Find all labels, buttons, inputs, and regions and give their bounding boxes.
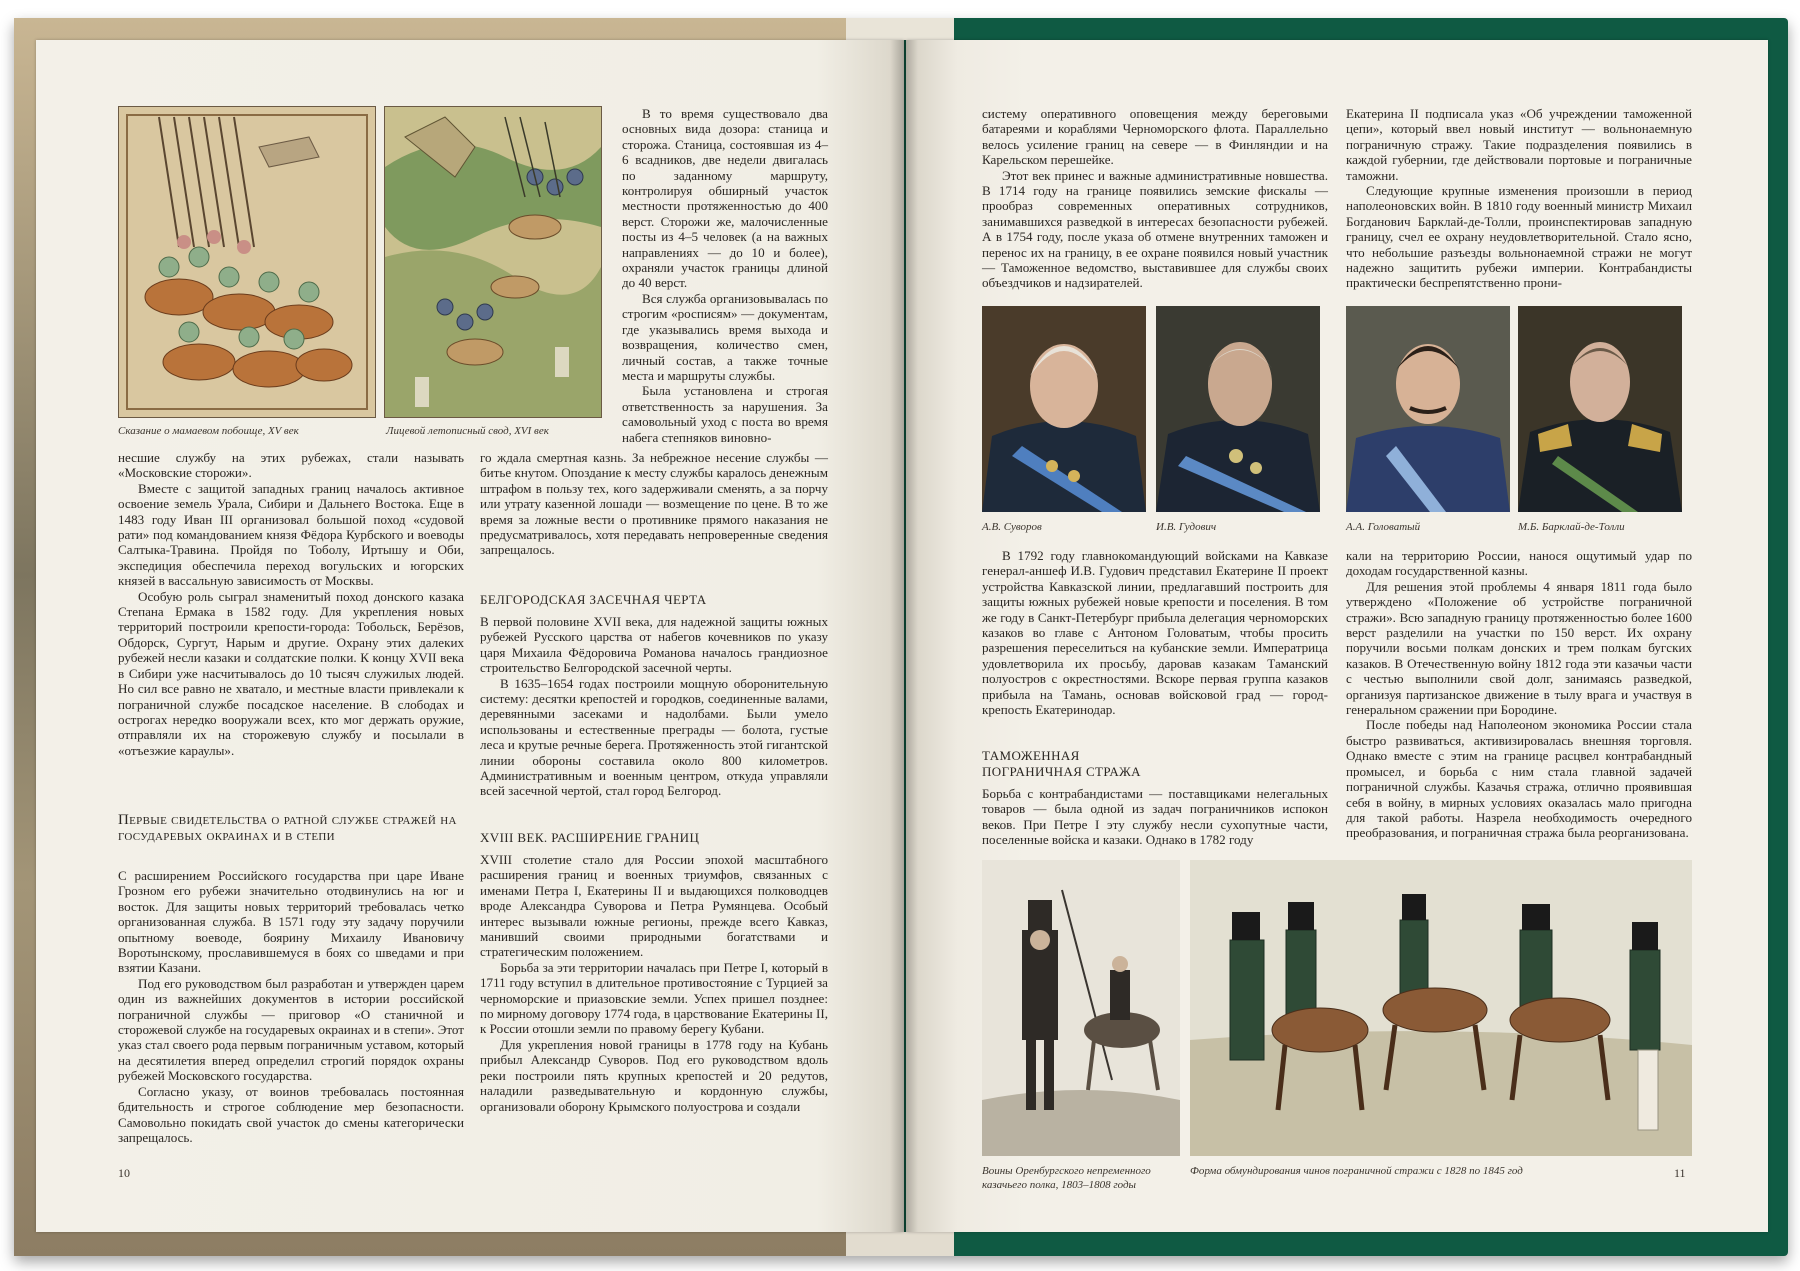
paragraph: го ждала смертная казнь. За небрежное несение службы — битье кнутом. Опоздание к месту службы каралось денежным штрафом в пользу тех, кого задерживали сменять, а за порчу или утрату казенной лошади — возмещение по цене. В то же время за ложные вести о противнике прямого наказания не предусматривалось, хотя передавать непроверенные сведения запрещалось. — [480, 450, 828, 558]
paragraph: Вместе с защитой западных границ началось активное освоение земель Урала, Сибири и Дальнего Востока. Еще в 1483 году Иван III организовал большой поход «судовой рати» под командованием князя Фёдора Курбского и воеводы Салтыка-Травина. Пройдя по Тоболу, Иртышу и Оби, экспедиция обеспечила переход вогульских и югорских князей в вассальную зависимость от Москвы. — [118, 480, 464, 589]
paragraph: Была установлена и строгая ответственность за нарушения. За самовольный уход с поста во время набега степняков виновно- — [622, 383, 828, 445]
caption-portrait-suvorov: А.В. Суворов — [982, 521, 1042, 533]
spine-band-top — [846, 18, 954, 40]
caption-portrait-golovaty: А.А. Головатый — [1346, 521, 1421, 533]
paragraph: Для решения этой проблемы 4 января 1811 года было утверждено «Положение об устройстве пограничной стражи». Всю западную границу протяженностью более 1600 верст разделили на участки по 150 верст. Их охрану поручили восьми полкам донских и трем полкам бугских казаков. В Отечественную войну 1812 года эти казачьи части с честью выполнили свой долг, занимаясь разведкой, организуя партизанское движение в тылу врага и участвуя в генеральном сражении при Бородине. — [1346, 578, 1692, 718]
paragraph: Для укрепления новой границы в 1778 году на Кубань прибыл Александр Суворов. Под его руководством вдоль реки построили пять крупных крепостей и 20 редутов, наладили разведывательную и кордонную службы, организовали оборону Крымского полуострова и создали — [480, 1036, 828, 1114]
paragraph: Особую роль сыграл знаменитый поход донского казака Степана Ермака в 1582 году. Для укрепления новых территорий построили крепости-города: Тобольск, Берёзов, Обдорск, Сургут, Нарым и другие. Охрану этих далеких рубежей несли казаки и солдатские полки. К концу XVII века в Сибири уже насчитывалось до 10 тысяч служилых людей. Но сил все равно не хватало, и местные власти привлекали к пограничной службе посадское население. В слободах и острогах нередко вооружали всех, кто мог держать оружие, отправляли их на сторожевую службу и посылали в «отъезжие караулы». — [118, 588, 464, 758]
paragraph: В первой половине XVII века, для надежной защиты южных рубежей Русского царства от набегов кочевников по указу царя Михаила Фёдоровича Романова началось грандиозное строительство Белгородской засечной черты. — [480, 614, 828, 676]
caption-portrait-barclay: М.Б. Барклай-де-Толли — [1518, 521, 1625, 533]
portrait-suvorov — [982, 306, 1146, 512]
left-col1-text — [118, 450, 464, 758]
right-top-col2-text — [1346, 106, 1692, 291]
paragraph: кали на территорию России, нанося ощутимый удар по доходам государственной казны. — [1346, 548, 1692, 579]
caption-miniature-2: Лицевой летописный свод, XVI век — [386, 425, 549, 437]
section-heading-first-evidence: Первые свидетельства о ратной службе стражей на государевых окраинах и в степи — [118, 812, 457, 844]
section-heading-xviii-century: XVIII ВЕК. РАСШИРЕНИЕ ГРАНИЦ — [480, 830, 700, 845]
illustration-border-guard-uniforms — [1190, 860, 1692, 1156]
left-page — [36, 40, 904, 1232]
paragraph: С расширением Российского государства при царе Иване Грозном его рубежи значительно отодвинулись на юг и восток. Для защиты новых территорий требовалась четко организованная служба. В 1571 году эту задачу поручили опытному воеводе, боярину Михаилу Ивановичу Воротынскому, прославившемуся в боях со шведами и при взятии Казани. — [118, 868, 464, 976]
paragraph: Под его руководством был разработан и утвержден царем один из важнейших документов в истории российской пограничной службы — приговор «О станичной и сторожевой службе на государевых окраинах и в степи». Этот указ стал своего рода первым пограничным уставом, который на десятилетия вперед определил строгий порядок охраны рубежей Московского государства. — [118, 975, 464, 1084]
page-number-left: 10 — [118, 1166, 130, 1180]
heading-line: ПОГРАНИЧНАЯ СТРАЖА — [982, 764, 1141, 779]
illustration-orenburg-cossacks — [982, 860, 1180, 1156]
caption-border-guard-uniforms: Форма обмундирования чинов пограничной стражи с 1828 по 1845 год — [1190, 1165, 1523, 1177]
miniature-chronicle — [384, 106, 602, 418]
portrait-gudovich — [1156, 306, 1320, 512]
right-customs-text — [982, 786, 1328, 848]
left-col2-text — [480, 450, 828, 558]
paragraph: систему оперативного оповещения между береговыми батареями и кораблями Черноморского флота. Параллельно велось усиление границ на севере — в Финляндии и на Карельском перешейке. — [982, 106, 1328, 168]
paragraph: Следующие крупные изменения произошли в период наполеоновских войн. В 1810 году военный министр Михаил Богданович Барклай-де-Толли, проинспектировав западную границу, счел ее охрану неудовлетворительной. Стало ясно, что небольшие разъезды вольнонаемной стражи не могут надежно защитить рубежи империи. Контрабандисты практически беспрепятственно прони- — [1346, 183, 1692, 291]
paragraph: Борьба за эти территории началась при Петре I, который в 1711 году вступил в длительное противостояние с Турцией за черноморские и приазовские земли. Успех пришел позднее: по мирному договору 1774 года, в царствование Екатерины II, к России отошли земли по правому берегу Кубани. — [480, 959, 828, 1037]
paragraph: Вся служба организовывалась по строгим «росписям» — документам, где указывались время выхода и возвращения, количество смен, личный состав, а также точные места и маршруты службы. — [622, 290, 828, 383]
section-heading-belgorod: БЕЛГОРОДСКАЯ ЗАСЕЧНАЯ ЧЕРТА — [480, 592, 707, 607]
portrait-barclay-de-tolly — [1518, 306, 1682, 512]
paragraph: Согласно указу, от воинов требовалась постоянная бдительность и строгое соблюдение мер безопасности. Самовольно покидать свой участок до смены категорически запрещалось. — [118, 1083, 464, 1145]
heading-line: ТАМОЖЕННАЯ — [982, 748, 1080, 763]
right-top-col1-text — [982, 106, 1328, 291]
paragraph: несшие службу на этих рубежах, стали называть «Московские сторожи». — [118, 450, 464, 481]
paragraph: В 1792 году главнокомандующий войсками на Кавказе генерал-аншеф И.В. Гудович представил Екатерине II проект устройства Кавказской линии, предлагавший построить для защиты южных рубежей новые крепости и поселения. В том же году в Санкт-Петербург прибыла делегация черноморских казаков во главе с Антоном Головатым, чтобы просить разрешения переселиться на кубанские земли. Императрица удовлетворила их просьбу, даровав казакам Таманский полуостров с окрестностями. Вскоре первая группа казаков прибыла на Тамань, основав войсковой град — город-крепость Екатеринодар. — [982, 548, 1328, 718]
book-gutter-shadow — [890, 40, 918, 1232]
caption-portrait-gudovich: И.В. Гудович — [1156, 521, 1217, 533]
paragraph: В 1635–1654 годах построили мощную оборонительную систему: десятки крепостей и городков, соединенные валами, деревянными засеками и надолбами. Были умело использованы и естественные преграды — болота, густые леса и крутые речные берега. Протяженность этой гигантской линии обороны составила около 800 километров. Административным и военным центром, откуда управляли всей засечной чертой, стал город Белгород. — [480, 675, 828, 799]
paragraph: Борьба с контрабандистами — поставщиками нелегальных товаров — была одной из задач пограничников испокон веков. При Петре I эту службу несли сухопутные части, поселенные войска и казаки. Однако в 1782 году — [982, 786, 1328, 848]
page-number-right: 11 — [1674, 1166, 1686, 1180]
left-xviii-text — [480, 852, 828, 1114]
left-col1b-text — [118, 868, 464, 1145]
right-page — [906, 40, 1768, 1232]
section-heading-customs-guard — [982, 748, 1328, 780]
paragraph: После победы над Наполеоном экономика России стала быстро развиваться, активизировалась внешняя торговля. Однако вместе с этим на границе расцвел контрабандный промысел, и борьба с ним стала главной задачей пограничной службы. Казачья стража, отлично проявившая себя в войну, в мирных условиях оказалась мало пригодна для такой работы. Назрела необходимость очередного преобразования, и пограничная стража была реорганизована. — [1346, 717, 1692, 841]
paragraph: XVIII столетие стало для России эпохой масштабного расширения границ и военных триумфов, связанных с именами Петра I, Екатерины II и выдающихся полководцев вроде Александра Суворова и Петра Румянцева. Особый интерес вызывали южные регионы, прежде всего Кавказ, манивший своими природными богатствами и стратегическим положением. — [480, 852, 828, 960]
left-belgorod-text — [480, 614, 828, 799]
portrait-golovaty — [1346, 306, 1510, 512]
caption-miniature-1: Сказание о мамаевом побоище, XV век — [118, 425, 299, 437]
right-mid-col1-text — [982, 548, 1328, 717]
caption-orenburg-cossacks: Воины Оренбургского непременного казачьего полка, 1803–1808 годы — [982, 1165, 1151, 1191]
paragraph: Екатерина II подписала указ «Об учреждении таможенной цепи», который ввел новый институт — вольнонаемную пограничную стражу. Такие подразделения появились в каждой губернии, где действовали портовые и пограничные таможни. — [1346, 106, 1692, 183]
miniature-mamaev-battle — [118, 106, 376, 418]
right-mid-col2-text — [1346, 548, 1692, 841]
left-top-text — [622, 106, 828, 445]
paragraph: Этот век принес и важные административные новшества. В 1714 году на границе появились земские фискалы — прообраз современных оперативных сотрудников, занимавшихся разведкой в интересах безопасности рубежей. А в 1754 году, после указа об отмене внутренних таможен и перенос их на границу, в ее охране появился новый участник — Таможенное ведомство, выставившее для службы своих объездчиков и надзирателей. — [982, 167, 1328, 291]
spine-band-bottom — [846, 1232, 954, 1256]
paragraph: В то время существовало два основных вида дозора: станица и сторожа. Станица, состоявшая из 4–6 всадников, две недели двигалась по заданному маршруту, контролируя обширный участок местности протяженностью до 400 верст. Сторожи же, малочисленные посты из 4–5 человек (а на важных направлениях — до 10 и более), охраняли участок границы длиной до 40 верст. — [622, 106, 828, 291]
